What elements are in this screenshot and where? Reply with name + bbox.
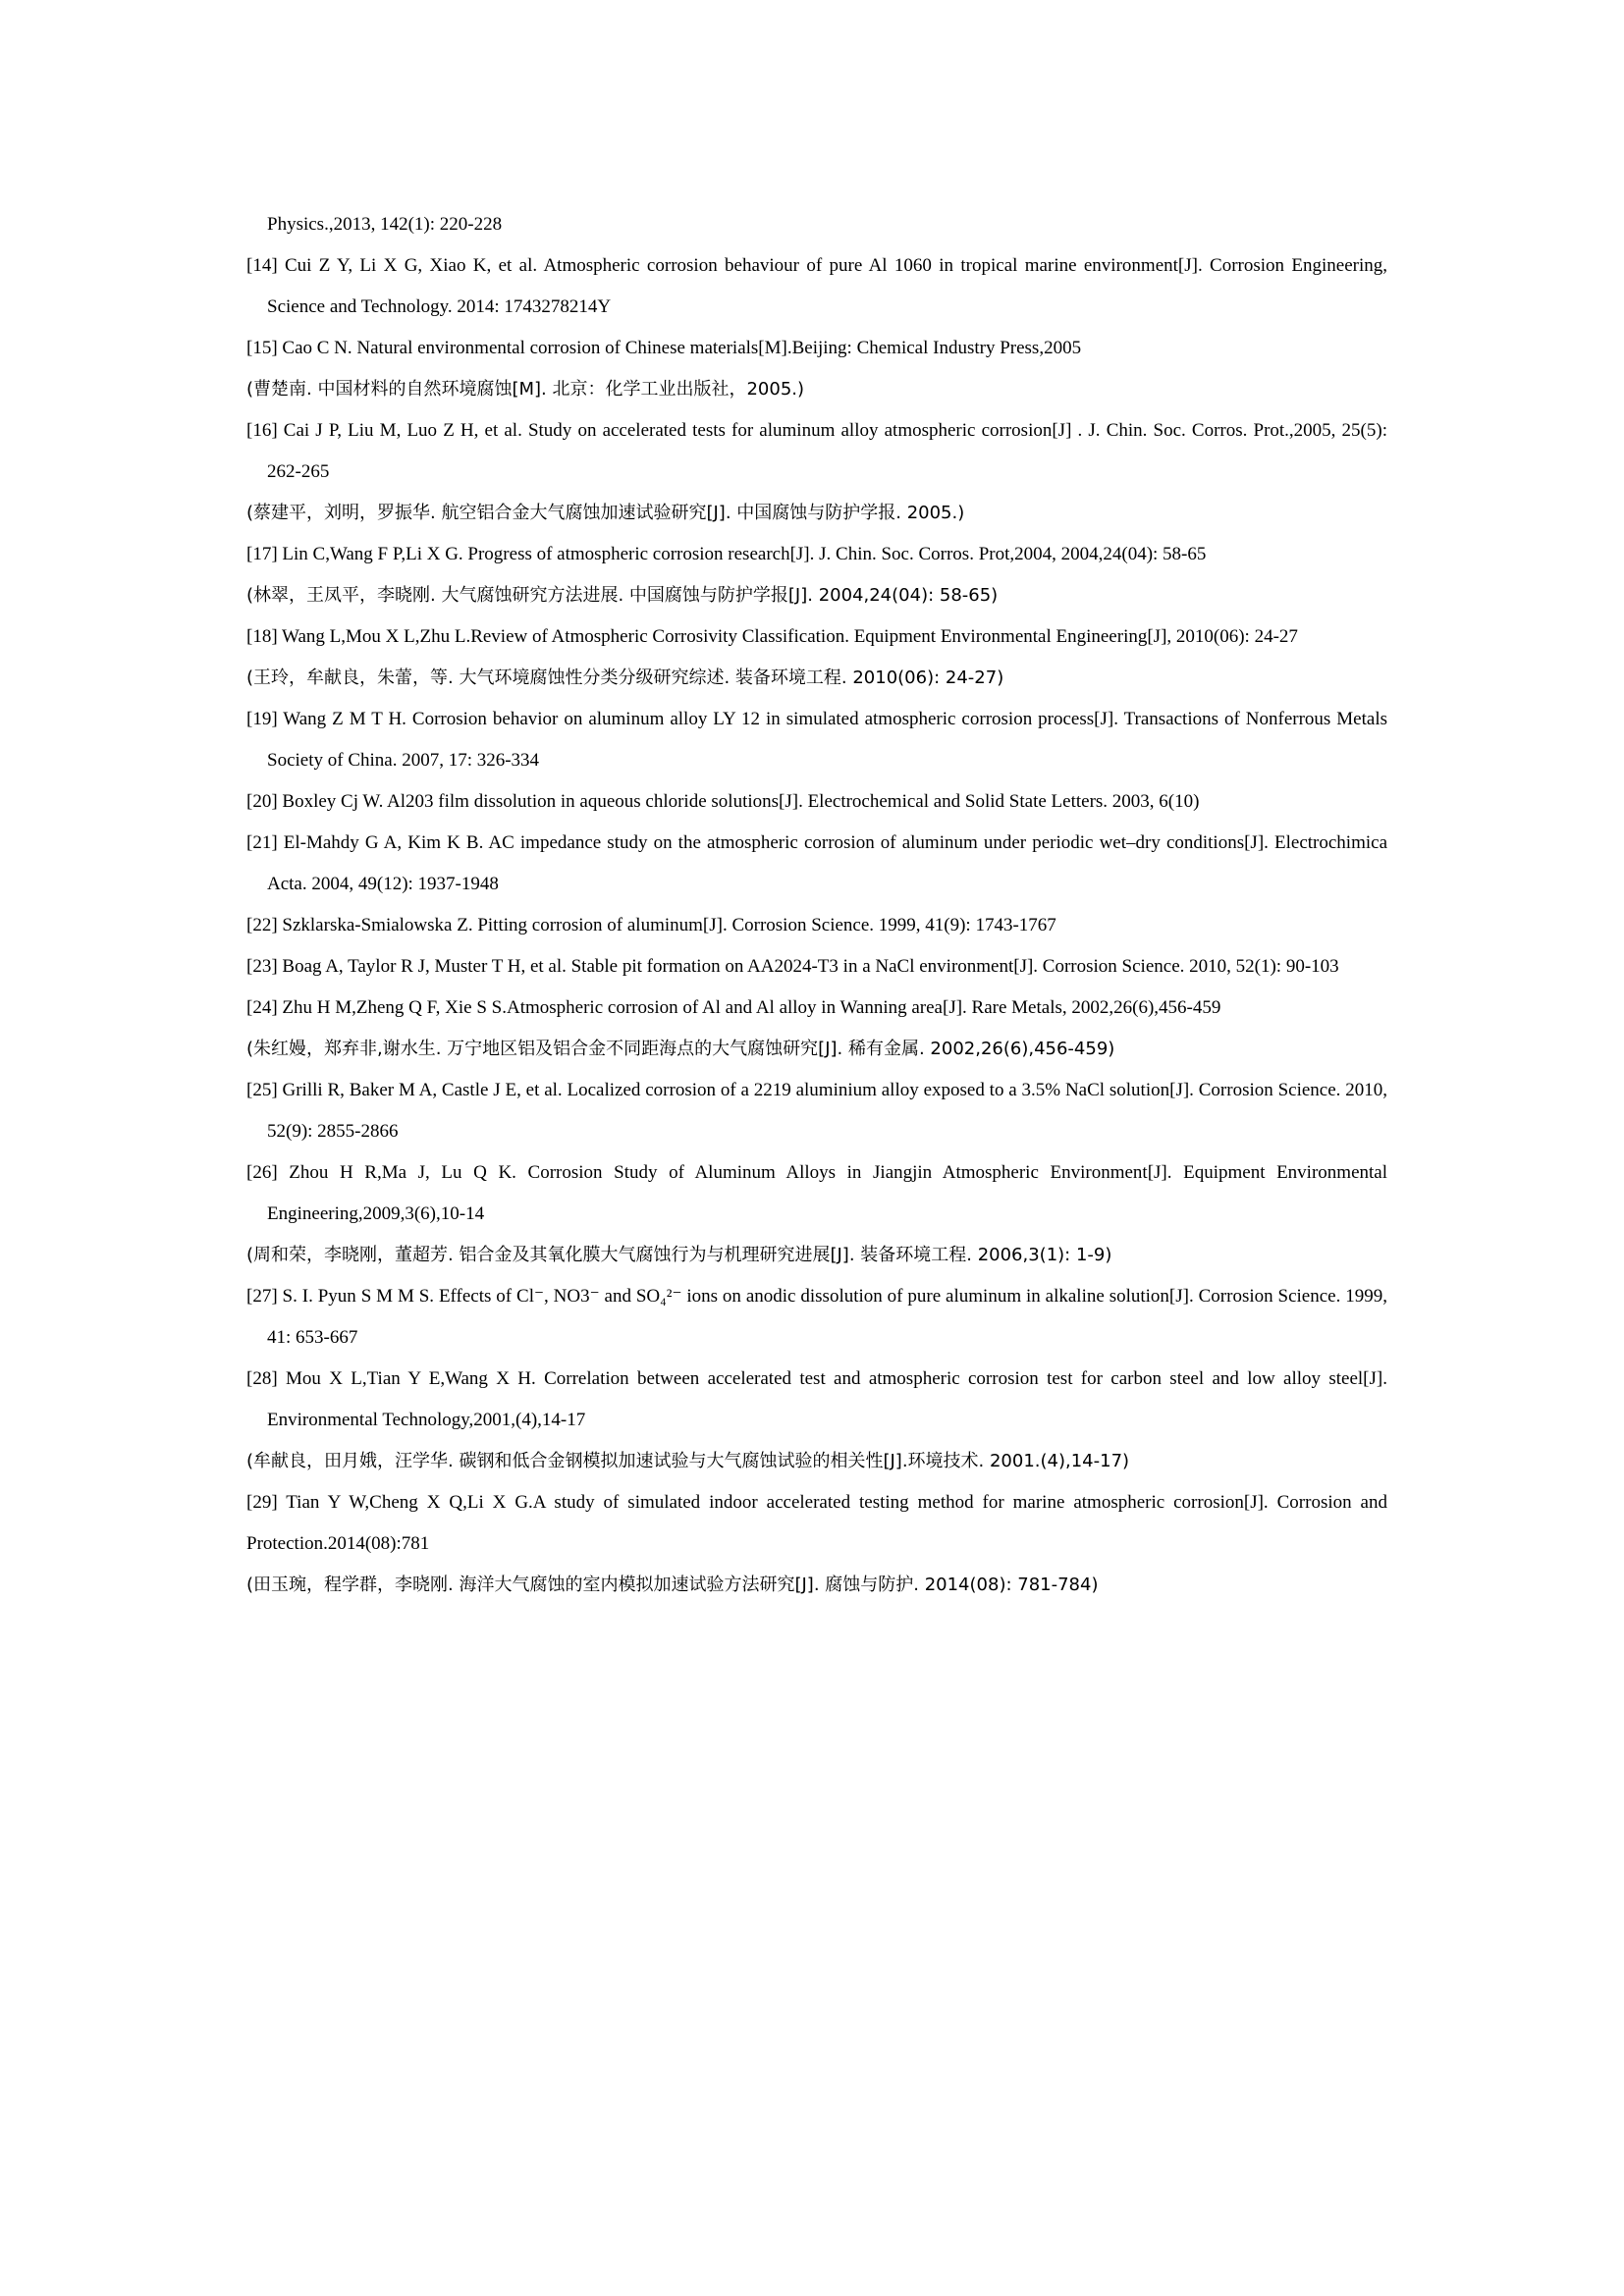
reference-15-chinese: (曹楚南. 中国材料的自然环境腐蚀[M]. 北京：化学工业出版社，2005.) bbox=[246, 379, 805, 400]
reference-29-chinese: (田玉琬，程学群，李晓刚. 海洋大气腐蚀的室内模拟加速试验方法研究[J]. 腐蚀与防护. 2014(08): 781-784) bbox=[246, 1575, 1099, 1595]
reference-16-chinese: (蔡建平，刘明，罗振华. 航空铝合金大气腐蚀加速试验研究[J]. 中国腐蚀与防护学报. 2005.) bbox=[246, 503, 965, 523]
reference-23: [23] Boag A, Taylor R J, Muster T H, et al. Stable pit formation on AA2024-T3 in a NaCl environment[J]. Corrosion Science. 2010, 52(1): 90-103 bbox=[246, 956, 1339, 977]
reference-26-chinese: (周和荣，李晓刚，董超芳. 铝合金及其氧化膜大气腐蚀行为与机理研究进展[J]. 装备环境工程. 2006,3(1): 1-9) bbox=[246, 1245, 1112, 1265]
reference-continuation: Physics.,2013, 142(1): 220-228 bbox=[267, 214, 503, 235]
reference-24-chinese: (朱红嫚，郑弃非,谢水生. 万宁地区铝及铝合金不同距海点的大气腐蚀研究[J]. 稀有金属. 2002,26(6),456-459) bbox=[246, 1039, 1115, 1059]
reference-18-chinese: (王玲，牟献良，朱蕾，等. 大气环境腐蚀性分类分级研究综述. 装备环境工程. 2010(06): 24-27) bbox=[246, 667, 1004, 688]
reference-27: [27] S. I. Pyun S M M S. Effects of Cl⁻, NO3⁻ and SO₄²⁻ ions on anodic dissolution of pure aluminum in alkaline solution[J]. Corrosion Science. 1999, 41: 653-667 bbox=[246, 1286, 1387, 1348]
reference-26: [26] Zhou H R,Ma J, Lu Q K. Corrosion Study of Aluminum Alloys in Jiangjin Atmospheric Environment[J]. Equipment Environmental Engineering,2009,3(6),10-14 bbox=[246, 1162, 1387, 1224]
reference-29: [29] Tian Y W,Cheng X Q,Li X G.A study of simulated indoor accelerated testing method for marine atmospheric corrosion[J]. Corrosion and Protection.2014(08):781 bbox=[246, 1492, 1387, 1554]
reference-20: [20] Boxley Cj W. Al203 film dissolution in aqueous chloride solutions[J]. Electrochemical and Solid State Letters. 2003, 6(10) bbox=[246, 791, 1200, 812]
reference-25: [25] Grilli R, Baker M A, Castle J E, et al. Localized corrosion of a 2219 aluminium alloy exposed to a 3.5% NaCl solution[J]. Corrosion Science. 2010, 52(9): 2855-2866 bbox=[246, 1080, 1387, 1142]
reference-18: [18] Wang L,Mou X L,Zhu L.Review of Atmospheric Corrosivity Classification. Equipment Environmental Engineering[J], 2010(06): 24-27 bbox=[246, 626, 1298, 647]
reference-list bbox=[246, 204, 1387, 1606]
reference-19: [19] Wang Z M T H. Corrosion behavior on aluminum alloy LY 12 in simulated atmospheric corrosion process[J]. Transactions of Nonferrous Metals Society of China. 2007, 17: 326-334 bbox=[246, 709, 1387, 771]
reference-14: [14] Cui Z Y, Li X G, Xiao K, et al. Atmospheric corrosion behaviour of pure Al 1060 in tropical marine environment[J]. Corrosion Engineering, Science and Technology. 2014: 1743278214Y bbox=[246, 255, 1387, 317]
reference-17: [17] Lin C,Wang F P,Li X G. Progress of atmospheric corrosion research[J]. J. Chin. Soc. Corros. Prot,2004, 2004,24(04): 58-65 bbox=[246, 544, 1207, 564]
reference-28-chinese: (牟献良，田月娥，汪学华. 碳钢和低合金钢模拟加速试验与大气腐蚀试验的相关性[J].环境技术. 2001.(4),14-17) bbox=[246, 1451, 1130, 1471]
reference-21: [21] El-Mahdy G A, Kim K B. AC impedance study on the atmospheric corrosion of aluminum under periodic wet–dry conditions[J]. Electrochimica Acta. 2004, 49(12): 1937-1948 bbox=[246, 832, 1387, 894]
reference-24: [24] Zhu H M,Zheng Q F, Xie S S.Atmospheric corrosion of Al and Al alloy in Wanning area[J]. Rare Metals, 2002,26(6),456-459 bbox=[246, 997, 1221, 1018]
reference-22: [22] Szklarska-Smialowska Z. Pitting corrosion of aluminum[J]. Corrosion Science. 1999, 41(9): 1743-1767 bbox=[246, 915, 1056, 935]
reference-15: [15] Cao C N. Natural environmental corrosion of Chinese materials[M].Beijing: Chemical Industry Press,2005 bbox=[246, 338, 1082, 358]
reference-16: [16] Cai J P, Liu M, Luo Z H, et al. Study on accelerated tests for aluminum alloy atmospheric corrosion[J] . J. Chin. Soc. Corros. Prot.,2005, 25(5): 262-265 bbox=[246, 420, 1387, 482]
reference-17-chinese: (林翠，王凤平，李晓刚. 大气腐蚀研究方法进展. 中国腐蚀与防护学报[J]. 2004,24(04): 58-65) bbox=[246, 585, 999, 606]
reference-28: [28] Mou X L,Tian Y E,Wang X H. Correlation between accelerated test and atmospheric corrosion test for carbon steel and low alloy steel[J]. Environmental Technology,2001,(4),14-17 bbox=[246, 1368, 1387, 1430]
